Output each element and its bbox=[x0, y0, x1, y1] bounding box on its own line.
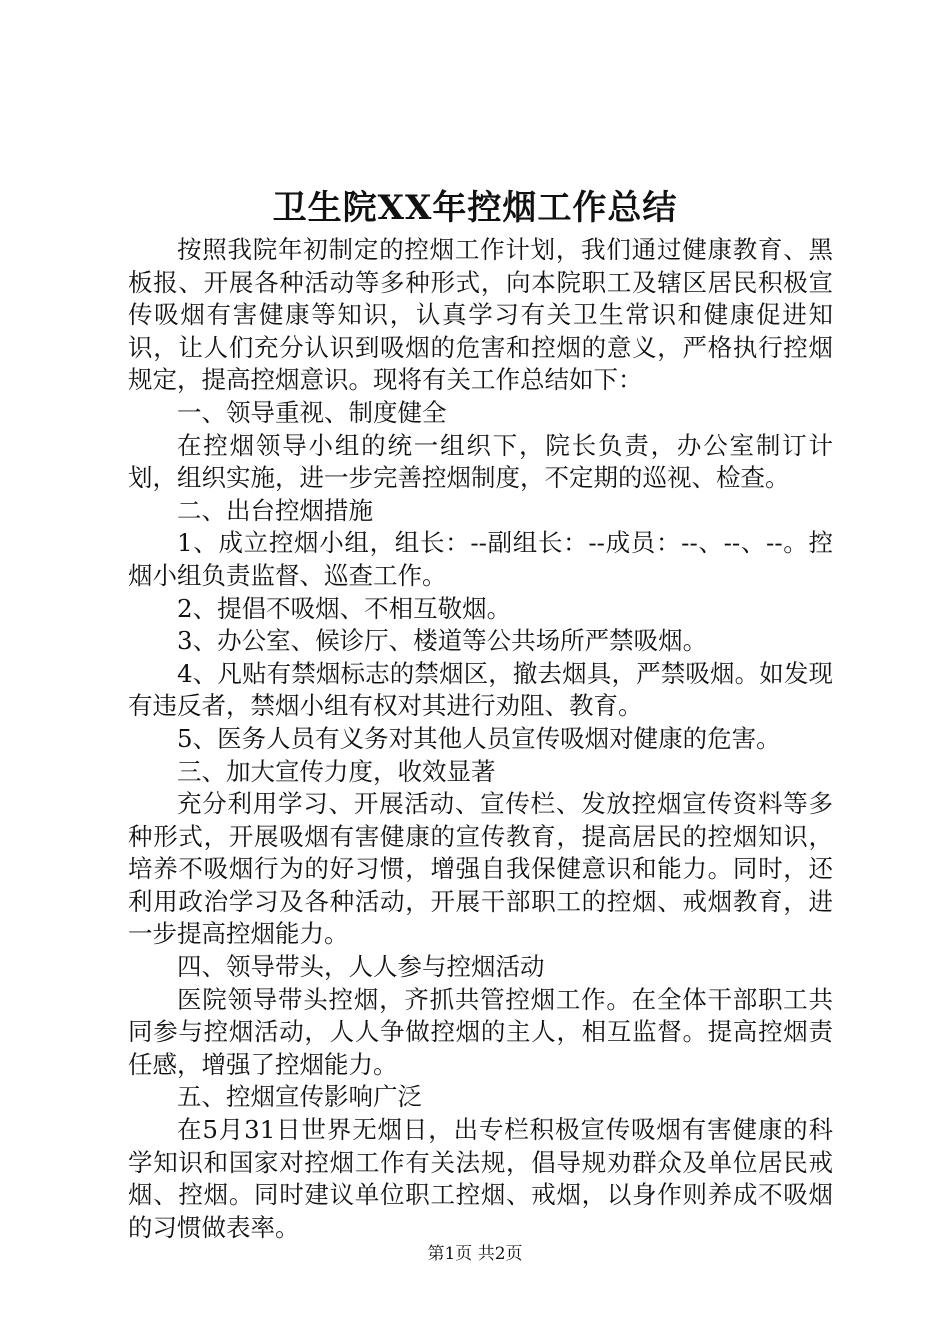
document-title: 卫生院XX年控烟工作总结 bbox=[272, 188, 678, 228]
section-1-paragraph: 在控烟领导小组的统一组织下，院长负责，办公室制订计划，组织实施，进一步完善控烟制度，不定期的巡视、检查。 bbox=[128, 430, 833, 493]
section-3-paragraph: 充分利用学习、开展活动、宣传栏、发放控烟宣传资料等多种形式，开展吸烟有害健康的宣传教育，提高居民的控烟知识，培养不吸烟行为的好习惯，增强自我保健意识和能力。同时，还利用政治学习及各种活动，开展干部职工的控烟、戒烟教育，进一步提高控烟能力。 bbox=[128, 789, 833, 949]
measure-item-3: 3、办公室、候诊厅、楼道等公共场所严禁吸烟。 bbox=[177, 626, 708, 656]
document-body bbox=[128, 234, 833, 1244]
section-heading-4: 四、领导带头，人人参与控烟活动 bbox=[177, 952, 545, 982]
measure-item-5: 5、医务人员有义务对其他人员宣传吸烟对健康的危害。 bbox=[177, 723, 781, 753]
page-number-footer: 第1页 共2页 bbox=[427, 1244, 523, 1264]
measure-item-2: 2、提倡不吸烟、不相互敬烟。 bbox=[177, 593, 512, 623]
section-4-paragraph: 医院领导带头控烟，齐抓共管控烟工作。在全体干部职工共同参与控烟活动，人人争做控烟的主人，相互监督。提高控烟责任感，增强了控烟能力。 bbox=[128, 984, 833, 1079]
section-heading-3: 三、加大宣传力度，收效显著 bbox=[177, 756, 496, 786]
measure-item-1: 1、成立控烟小组，组长：--副组长：--成员：--、--、--。控烟小组负责监督、巡查工作。 bbox=[128, 528, 833, 590]
section-heading-5: 五、控烟宣传影响广泛 bbox=[177, 1082, 422, 1112]
section-heading-2: 二、出台控烟措施 bbox=[177, 495, 373, 525]
section-5-paragraph: 在5月31日世界无烟日，出专栏积极宣传吸烟有害健康的科学知识和国家对控烟工作有关法规，倡导规劝群众及单位居民戒烟、控烟。同时建议单位职工控烟、戒烟，以身作则养成不吸烟的习惯做表率。 bbox=[128, 1115, 833, 1242]
measure-item-4: 4、凡贴有禁烟标志的禁烟区，撤去烟具，严禁吸烟。如发现有违反者，禁烟小组有权对其进行劝阻、教育。 bbox=[128, 658, 833, 721]
intro-paragraph: 按照我院年初制定的控烟工作计划，我们通过健康教育、黑板报、开展各种活动等多种形式，向本院职工及辖区居民积极宣传吸烟有害健康等知识，认真学习有关卫生常识和健康促进知识，让人们充分认识到吸烟的危害和控烟的意义，严格执行控烟规定，提高控烟意识。现将有关工作总结如下： bbox=[128, 235, 833, 395]
section-heading-1: 一、领导重视、制度健全 bbox=[177, 397, 447, 427]
